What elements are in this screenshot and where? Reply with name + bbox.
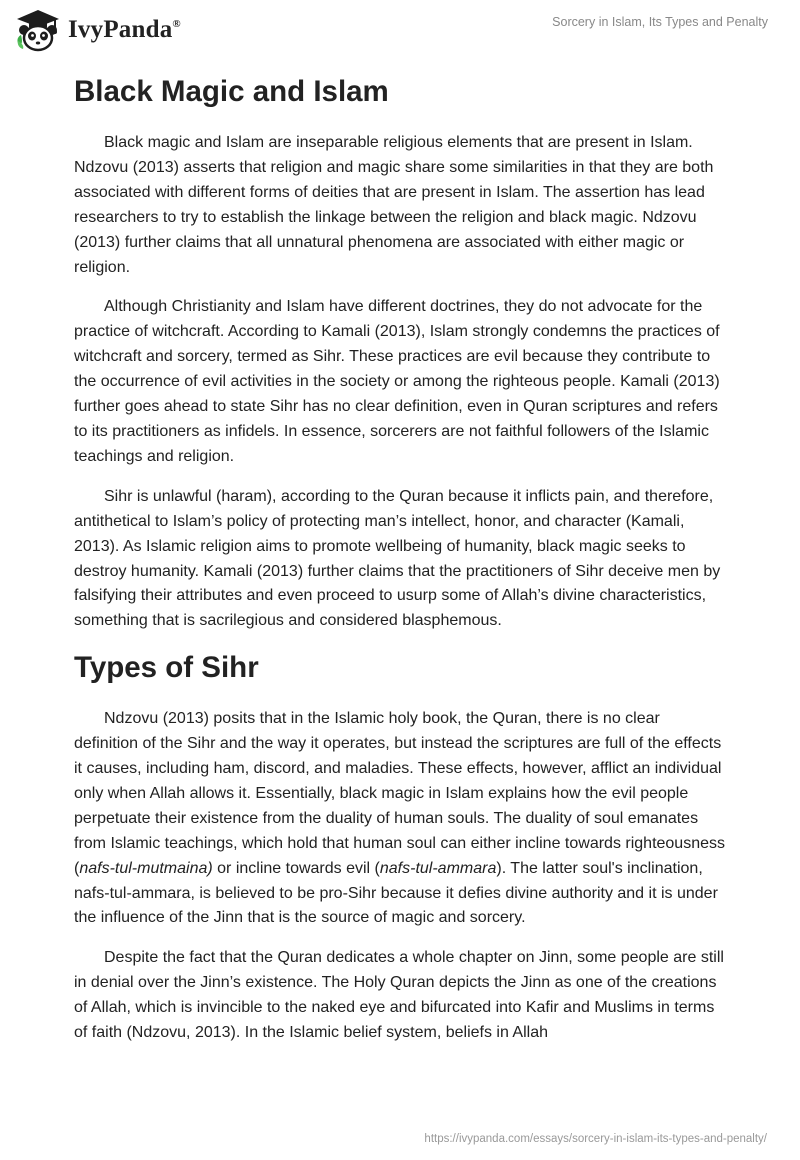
- paragraph: Ndzovu (2013) posits that in the Islamic holy book, the Quran, there is no clear definition of the Sihr and the way it operates, but instead the scriptures are full of the effects it causes, including ham, discord, and maladies. These effects, however, afflict an individual only when Allah allows it. Essentially, black magic in Islam explains how the evil people perpetuate their existence from the duality of human souls. The duality of soul emanates from Islamic teachings, which hold that human soul can either incline towards righteousness (nafs-tul-mutmaina) or incline towards evil (nafs-tul-ammara). The latter soul's inclination, nafs-tul-ammara, is believed to be pro-Sihr because it defies divine authority and it is under the influence of the Jinn that is the source of magic and sorcery.: [74, 710, 725, 927]
- paragraph: Sihr is unlawful (haram), according to the Quran because it inflicts pain, and therefore, antithetical to Islam’s policy of protecting man’s intellect, honor, and character (Kamali, 2013). As Islamic religion aims to promote wellbeing of humanity, black magic seeks to destroy humanity. Kamali (2013) further claims that the practitioners of Sihr deceive men by falsifying their attributes and even proceed to usurp some of Allah’s divine characteristics, something that is sacrilegious and considered blasphemous.: [74, 487, 721, 630]
- paragraph: Although Christianity and Islam have different doctrines, they do not advocate for the practice of witchcraft. According to Kamali (2013), Islam strongly condemns the practices of witchcraft and sorcery, termed as Sihr. These practices are evil because they contribute to the occurrence of evil activities in the society or among the righteous people. Kamali (2013) further goes ahead to state Sihr has no clear definition, even in Quran scriptures and refers to its practitioners as infidels. In essence, sorcerers are not faithful followers of the Islamic teachings and religion.: [74, 298, 720, 465]
- section-heading: Types of Sihr: [74, 651, 259, 685]
- paragraph: Black magic and Islam are inseparable religious elements that are present in Islam. Ndzovu (2013) asserts that religion and magic share some similarities in that they are both associated with different forms of deities that are present in Islam. The assertion has lead researchers to try to establish the linkage between the religion and black magic. Ndzovu (2013) further claims that all unnatural phenomena are associated with either magic or religion.: [74, 134, 714, 276]
- document-title: Sorcery in Islam, Its Types and Penalty: [552, 15, 768, 29]
- page-header: [0, 0, 800, 64]
- essay-content: [74, 72, 726, 1046]
- panda-logo-icon: [14, 8, 62, 52]
- brand-name: IvyPanda®: [68, 16, 181, 43]
- section-heading: Black Magic and Islam: [74, 75, 389, 108]
- paragraph: Despite the fact that the Quran dedicates a whole chapter on Jinn, some people are still in denial over the Jinn’s existence. The Holy Quran depicts the Jinn as one of the creations of Allah, which is invincible to the naked eye and bifurcated into Kafir and Muslims in terms of faith (Ndzovu, 2013). In the Islamic belief system, beliefs in Allah: [74, 949, 724, 1042]
- source-url-link[interactable]: https://ivypanda.com/essays/sorcery-in-islam-its-types-and-penalty/: [424, 1133, 767, 1145]
- logo[interactable]: [14, 8, 181, 52]
